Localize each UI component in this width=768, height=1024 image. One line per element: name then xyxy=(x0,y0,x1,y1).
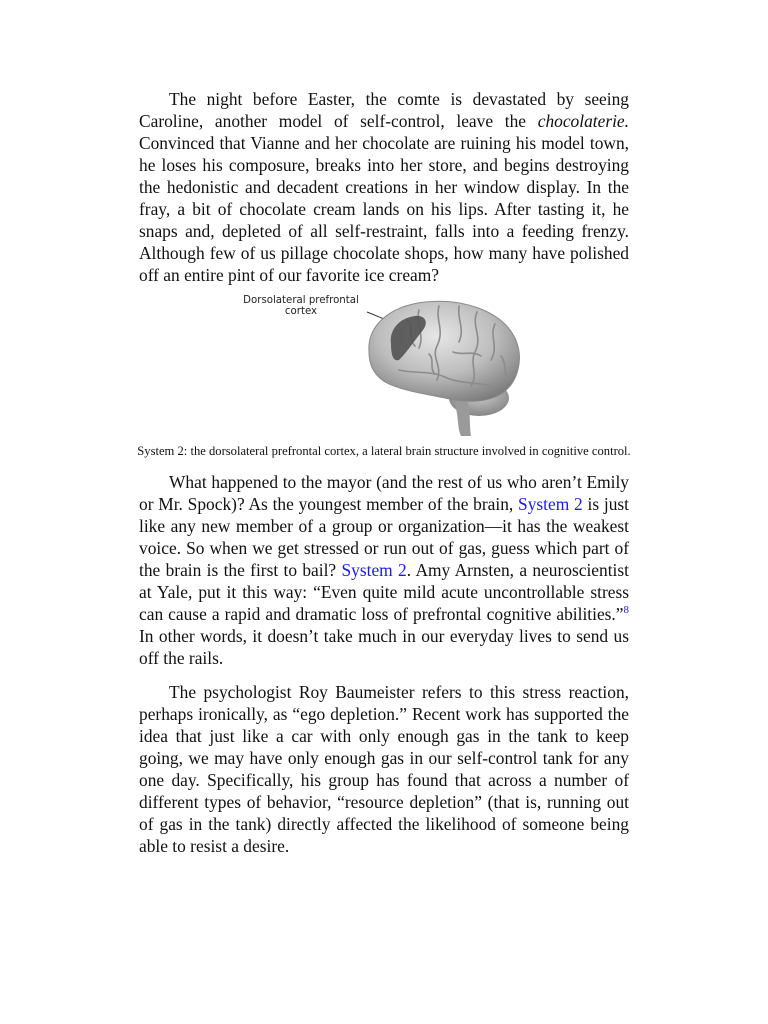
paragraph-1 xyxy=(139,88,629,286)
paragraph-2-text-c: . Amy Arnsten, a neuroscientist at Yale, put it this way: “Even quite mild acute uncontrollable stress can cause a rapid and dramatic loss of prefrontal cognitive abilities.” xyxy=(139,560,629,624)
system2-link-2[interactable]: System 2 xyxy=(341,560,407,580)
paragraph-1-text-b: Convinced that Vianne and her chocolate are ruining his model town, he loses his composure, breaks into her store, and begins destroying the hedonistic and decadent creations in her window display. In the fray, a bit of chocolate cream lands on his lips. After tasting it, he snaps and, depleted of all self-restraint, falls into a feeding frenzy. Although few of us pillage chocolate shops, how many have polished off an entire pint of our favorite ice cream? xyxy=(139,133,629,285)
paragraph-2-text-d: In other words, it doesn’t take much in our everyday lives to send us off the rails. xyxy=(139,626,629,668)
paragraph-2-text-a: What happened to the mayor (and the rest of us who aren’t Emily or Mr. Spock)? As the youngest member of the brain, xyxy=(139,472,629,514)
page-body xyxy=(139,88,629,857)
figure-caption: System 2: the dorsolateral prefrontal cortex, a lateral brain structure involved in cognitive control. xyxy=(137,444,631,458)
paragraph-3: The psychologist Roy Baumeister refers to this stress reaction, perhaps ironically, as “ego depletion.” Recent work has supported the idea that just like a car with only enough gas in the tank to keep going, we may have only enough gas in our self-control tank for any one day. Specifically, his group has found that across a number of different types of behavior, “resource depletion” (that is, running out of gas in the tank) directly affected the likelihood of someone being able to resist a desire. xyxy=(139,682,629,856)
footnote-8-link[interactable]: 8 xyxy=(623,604,629,616)
system2-link-1[interactable]: System 2 xyxy=(518,494,583,514)
paragraph-1-text-a: The night before Easter, the comte is devastated by seeing Caroline, another model of self-control, leave the xyxy=(139,89,629,131)
paragraph-2 xyxy=(139,471,629,669)
paragraph-1-italic: chocolaterie. xyxy=(537,111,629,131)
brain-illustration xyxy=(239,290,529,438)
figure-label: Dorsolateral prefrontal cortex xyxy=(243,295,359,317)
brain-figure xyxy=(139,288,629,438)
paragraph-2-text-b: is just like any new member of a group or organization—it has the weakest voice. So when we get stressed or run out of gas, guess which part of the brain is the first to bail? xyxy=(139,494,630,580)
